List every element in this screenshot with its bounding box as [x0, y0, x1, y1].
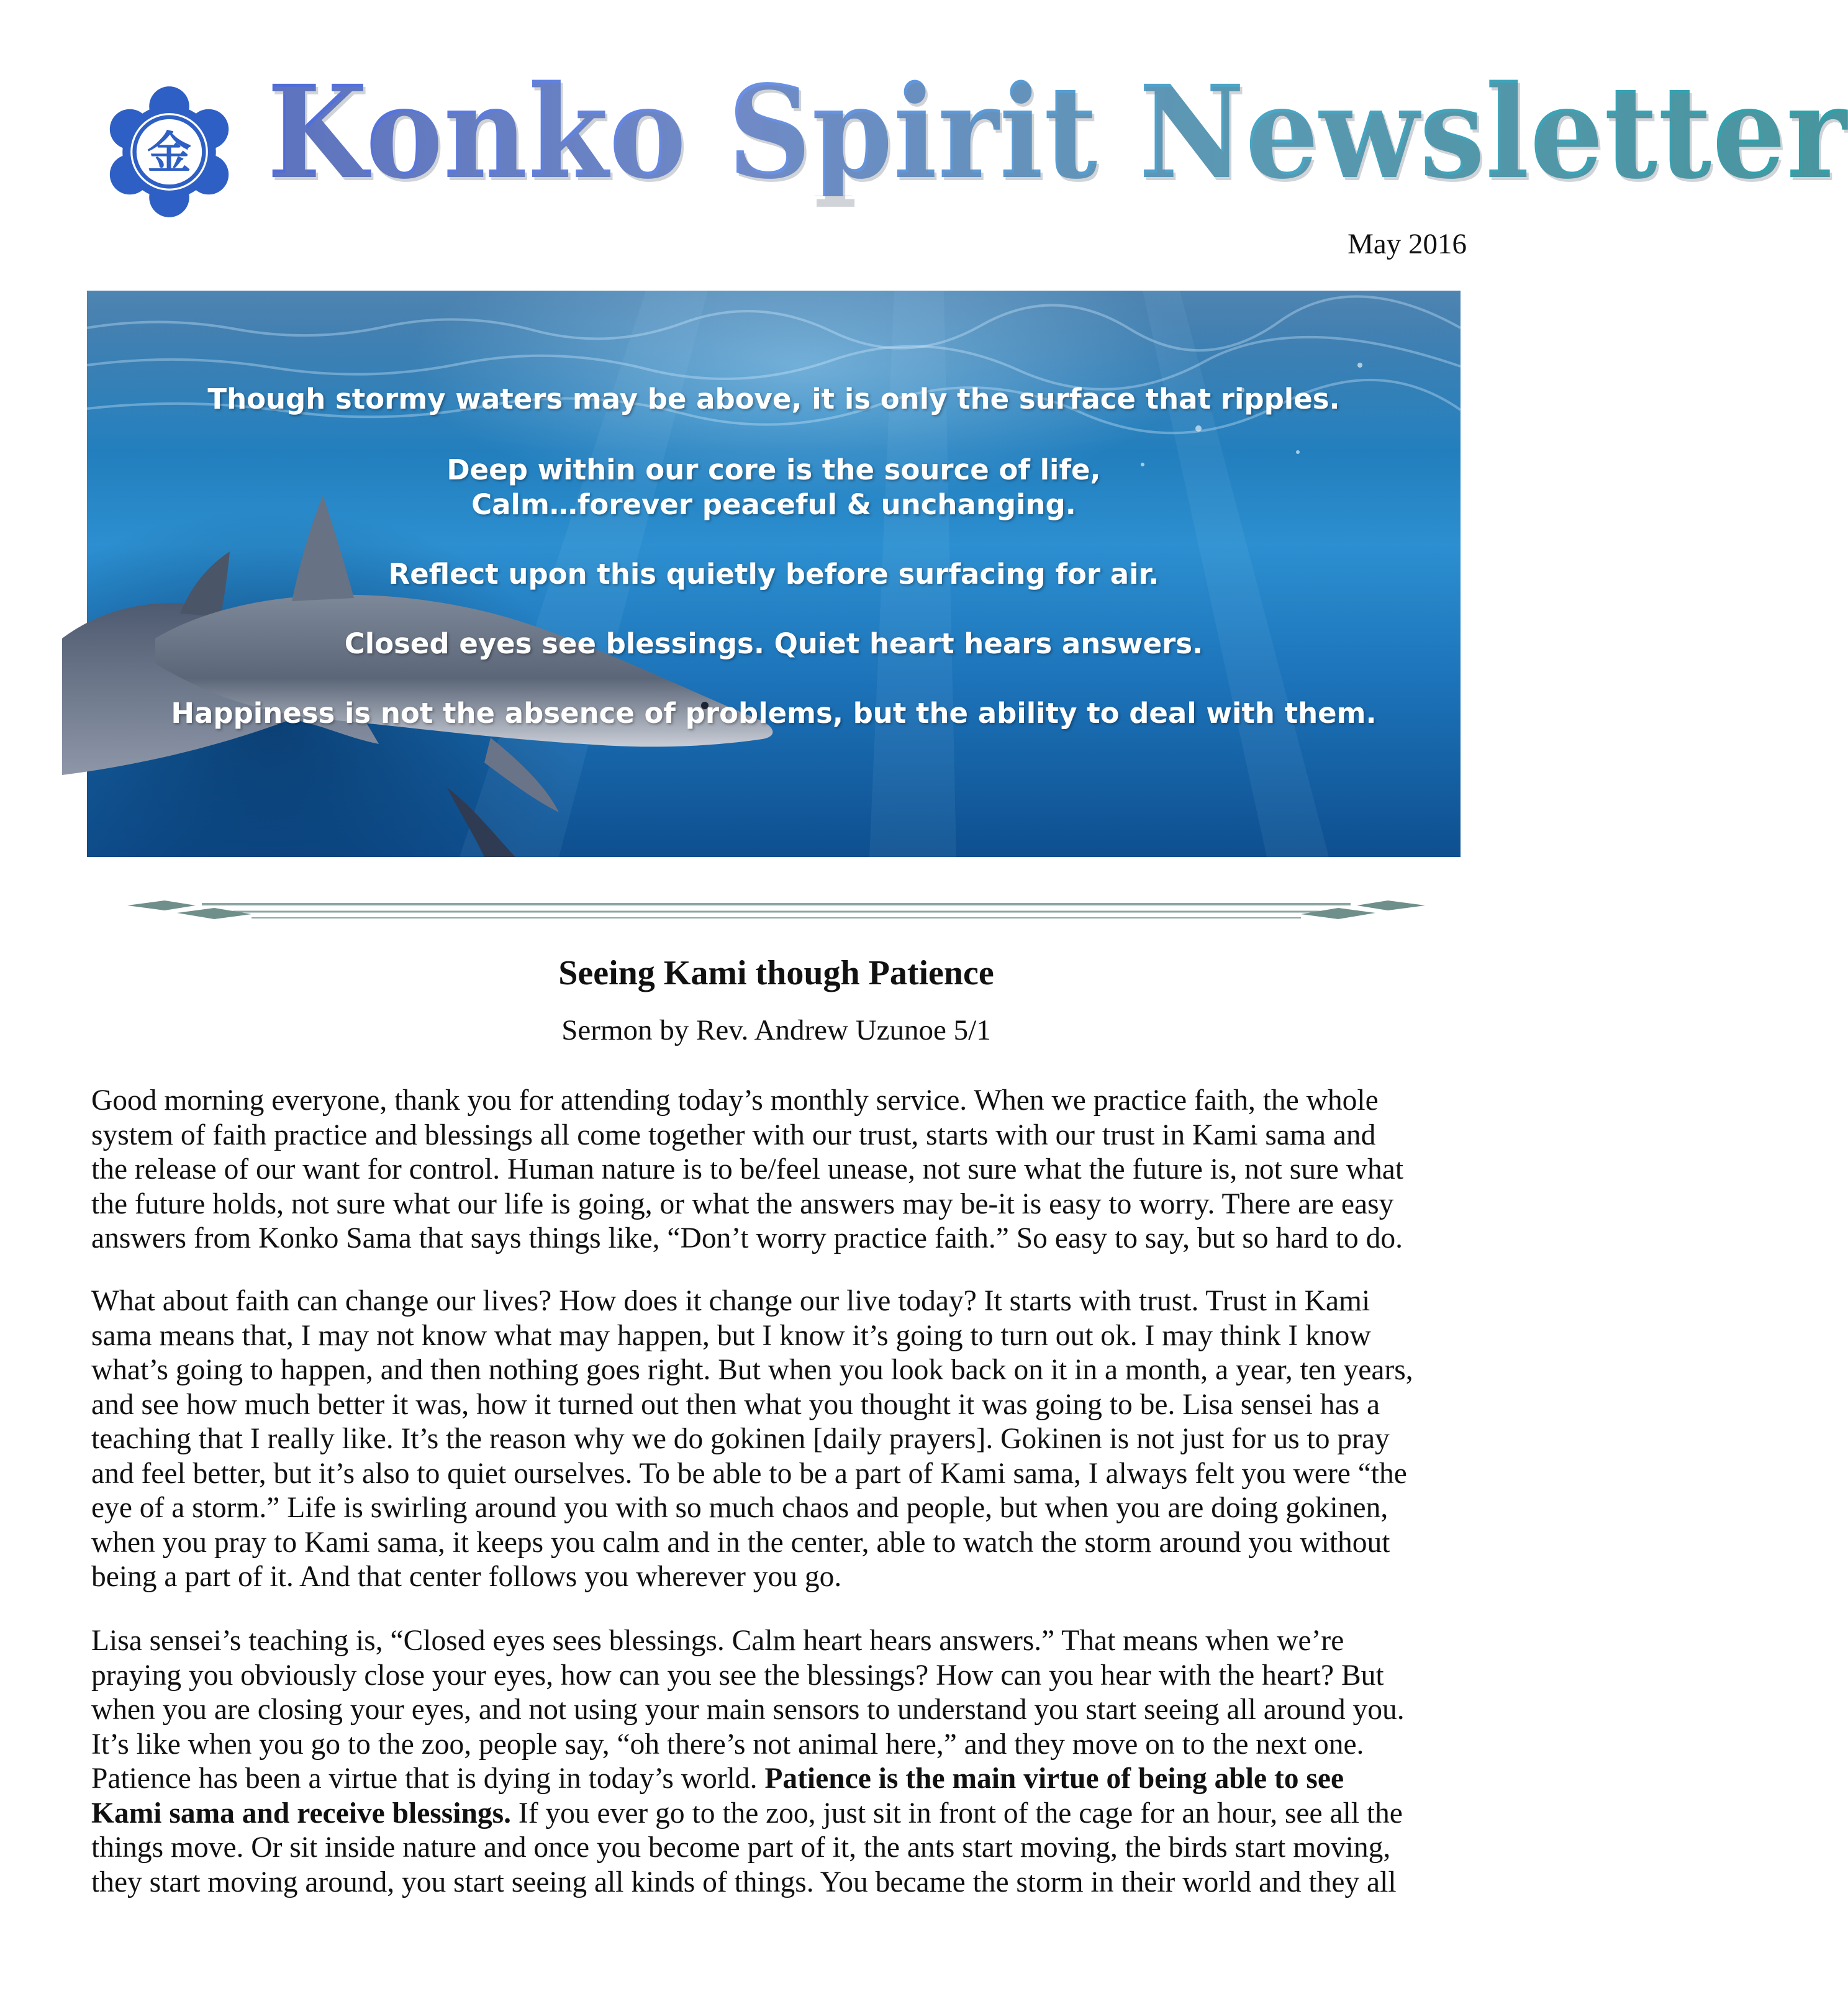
svg-text:金: 金 — [147, 127, 191, 179]
article-paragraph: Good morning everyone, thank you for attending today’s monthly service. When we practice faith, the whole system of faith practice and blessings all come together with our trust, starts with our trust in Kami sama and the release of our want for control. Human nature is to be/feel unease, not sure what the future is, not sure what the future holds, not sure what our life is going, or what the answers may be-it is easy to worry. There are easy answers from Konko Sama that says things like, “Don’t worry practice faith.” So easy to say, but so hard to do. — [91, 1084, 1404, 1254]
hero-quote: Calm…forever peaceful & unchanging. — [471, 488, 1076, 521]
article-paragraph: What about faith can change our lives? How does it change our live today? It starts with trust. Trust in Kami sama means that, I may not know what may happen, but I know it’s going to turn out ok. I may think I know what’s going to happen, and then nothing goes right. But when you look back on it in a month, a year, ten years, and see how much better it was, how it turned out then what you thought it was going to be. Lisa sensei has a teaching that I really like. It’s the reason why we do gokinen [daily prayers]. Gokinen is not just for us to pray and feel better, but it’s also to quiet ourselves. To be able to be a part of Kami sama, I always felt you were “the eye of a storm.” Life is swirling around you with so much chaos and people, but when you are doing gokinen, when you pray to Kami sama, it keeps you calm and in the center, able to watch the storm around you without being a part of it. And that center follows you wherever you go. — [91, 1285, 1413, 1593]
article-byline: Sermon by Rev. Andrew Uzunoe 5/1 — [561, 1014, 991, 1046]
article-paragraph: Lisa sensei’s teaching is, “Closed eyes sees blessings. Calm heart hears answers.” That means when we’re praying you obviously close your eyes, how can you see the blessings? How can you hear with the heart? But when you are closing your eyes, and not using your main sensors to understand you start seeing all around you. It’s like when you go to the zoo, people say, “oh there’s not animal here,” and they move on to the next one. Patience has been a virtue that is dying in today’s world. Patience is the main virtue of being able to see Kami sama and receive blessings. If you ever go to the zoo, just sit in front of the cage for an hour, see all the things move. Or sit inside nature and once you become part of it, the ants start moving, the birds start moving, they start moving around, you start seeing all kinds of things. You became the storm in their world and they all — [91, 1625, 1405, 1898]
issue-date: May 2016 — [1348, 228, 1467, 260]
newsletter-title: Konko Spirit Newsletter — [267, 57, 1848, 207]
article-title: Seeing Kami though Patience — [558, 954, 994, 992]
hero-quote: Closed eyes see blessings. Quiet heart hears answers. — [344, 627, 1203, 660]
hero-quote: Though stormy waters may be above, it is only the surface that ripples. — [207, 383, 1340, 415]
hero-quote: Happiness is not the absence of problems, but the ability to deal with them. — [171, 697, 1377, 730]
emphasis-text: Patience is the main virtue of being able to see — [764, 1762, 1344, 1795]
hero-quote: Deep within our core is the source of life, — [446, 453, 1101, 486]
hero-quote: Reflect upon this quietly before surfacing for air. — [388, 558, 1159, 591]
hero-banner — [87, 291, 1461, 857]
ornamental-divider — [127, 887, 1425, 930]
emphasis-text: Kami sama and receive blessings. — [91, 1797, 511, 1830]
konko-crest-icon — [102, 85, 236, 219]
